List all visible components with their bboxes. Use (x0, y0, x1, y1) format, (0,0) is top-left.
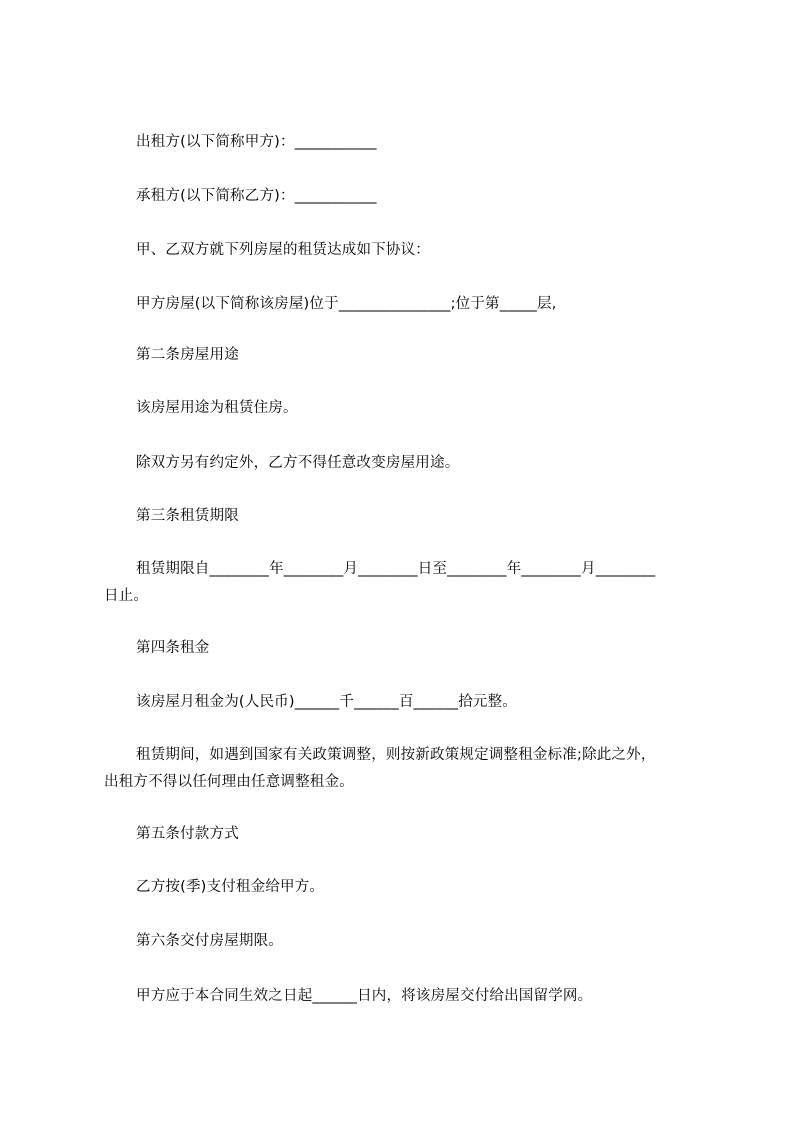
article-4-heading: 第四条租金 (136, 640, 210, 656)
rent-adjustment-line: 租赁期间，如遇到国家有关政策调整，则按新政策规定调整租金标准;除此之外， (136, 747, 656, 763)
rent-adjustment-line-end: 出租方不得以任何理由任意调整租金。 (104, 774, 354, 790)
monthly-rent-line: 该房屋月租金为(人民币)______千______百______拾元整。 (136, 694, 518, 710)
lease-term-line: 租赁期限自________年________月________日至________年________月________ (136, 561, 656, 577)
lessor-line: 出租方(以下简称甲方)：___________ (136, 134, 377, 150)
article-2-restriction: 除双方另有约定外，乙方不得任意改变房屋用途。 (136, 455, 460, 471)
payment-method-line: 乙方按(季)支付租金给甲方。 (136, 879, 325, 895)
lease-term-line-end: 日止。 (104, 588, 149, 604)
article-5-heading: 第五条付款方式 (136, 826, 239, 842)
property-location-line: 甲方房屋(以下简称该房屋)位于_______________;位于第_____层, (136, 296, 557, 312)
article-3-heading: 第三条租赁期限 (136, 508, 239, 524)
agreement-intro: 甲、乙双方就下列房屋的租赁达成如下协议： (136, 242, 430, 258)
delivery-term-line: 甲方应于本合同生效之日起______日内，将该房屋交付给出国留学网。 (136, 988, 593, 1004)
article-6-heading: 第六条交付房屋期限。 (136, 933, 283, 949)
lessee-line: 承租方(以下简称乙方)：___________ (136, 188, 377, 204)
article-2-heading: 第二条房屋用途 (136, 347, 239, 363)
article-2-usage: 该房屋用途为租赁住房。 (136, 400, 298, 416)
